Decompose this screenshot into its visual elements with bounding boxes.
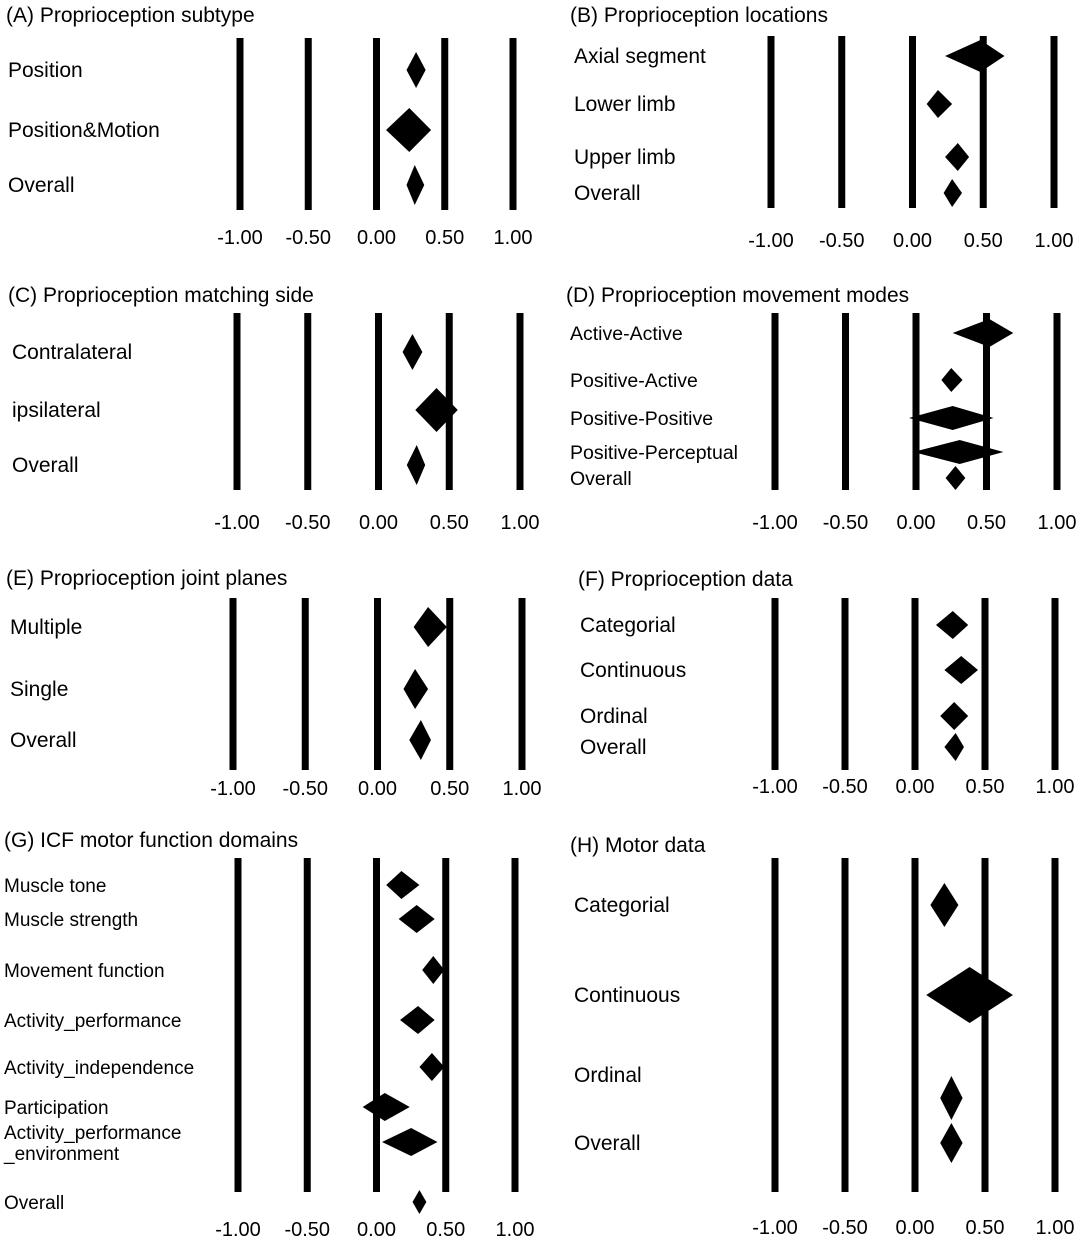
tick-label: -1.00 bbox=[752, 1217, 798, 1239]
row-label: Overall bbox=[12, 454, 79, 477]
effect-diamond bbox=[407, 445, 425, 485]
row-label: Activity_independence bbox=[4, 1058, 195, 1079]
row-label: Position&Motion bbox=[8, 119, 160, 142]
forest-panel-3 bbox=[8, 284, 539, 534]
row-label: Movement function bbox=[4, 961, 165, 982]
effect-diamond bbox=[409, 720, 431, 760]
row-label: Continuous bbox=[580, 659, 687, 682]
tick-label: -1.00 bbox=[748, 230, 794, 252]
panel-title: (E) Proprioception joint planes bbox=[6, 567, 288, 590]
panel-title: (G) ICF motor function domains bbox=[4, 829, 299, 852]
effect-diamond bbox=[945, 40, 1004, 72]
row-label: Positive-Perceptual bbox=[570, 442, 738, 464]
tick-label: 0.50 bbox=[967, 512, 1006, 534]
effect-diamond bbox=[386, 871, 419, 899]
row-label: Position bbox=[8, 59, 83, 82]
panel-title: (H) Motor data bbox=[570, 834, 706, 857]
effect-diamond bbox=[407, 52, 426, 88]
forest-panel-5 bbox=[6, 567, 541, 800]
forest-panel-7 bbox=[3, 829, 534, 1241]
row-label: Ordinal bbox=[574, 1064, 642, 1087]
tick-label: 1.00 bbox=[500, 512, 540, 534]
effect-diamond bbox=[941, 368, 962, 392]
tick-label: 0.50 bbox=[426, 1219, 466, 1241]
tick-label: -1.00 bbox=[215, 1219, 261, 1241]
tick-label: -1.00 bbox=[214, 512, 260, 534]
tick-label: 0.50 bbox=[963, 230, 1003, 252]
row-label: Overall bbox=[580, 736, 647, 759]
forest-panel-6 bbox=[578, 568, 1074, 798]
tick-label: 0.00 bbox=[357, 227, 396, 249]
row-label: ipsilateral bbox=[12, 399, 101, 422]
effect-diamond bbox=[944, 179, 962, 207]
tick-label: -0.50 bbox=[822, 512, 869, 534]
row-label: Lower limb bbox=[574, 93, 676, 116]
effect-diamond bbox=[403, 334, 423, 370]
forest-panel-2 bbox=[570, 4, 1073, 252]
tick-label: -1.00 bbox=[752, 776, 798, 798]
effect-diamond bbox=[946, 466, 966, 490]
row-label: Participation bbox=[4, 1098, 109, 1119]
row-label: Axial segment bbox=[574, 45, 706, 68]
tick-label: -0.50 bbox=[822, 1217, 868, 1239]
row-label: Categorial bbox=[574, 894, 670, 917]
row-label: Single bbox=[10, 678, 69, 701]
row-label: Overall bbox=[10, 729, 77, 752]
forest-panel-8 bbox=[570, 834, 1074, 1239]
effect-diamond bbox=[945, 143, 969, 171]
row-label: Continuous bbox=[574, 984, 681, 1007]
tick-label: 1.00 bbox=[1035, 1217, 1075, 1239]
panel-title: (D) Proprioception movement modes bbox=[566, 284, 910, 307]
tick-label: 0.00 bbox=[893, 230, 932, 252]
tick-label: 0.50 bbox=[425, 227, 465, 249]
tick-label: -0.50 bbox=[285, 227, 332, 249]
panel-title: (C) Proprioception matching side bbox=[8, 284, 314, 307]
effect-diamond bbox=[944, 656, 978, 684]
row-label: Overall bbox=[8, 174, 75, 197]
effect-diamond bbox=[404, 669, 429, 709]
forest-panel-1 bbox=[6, 4, 532, 249]
tick-label: -1.00 bbox=[752, 512, 798, 534]
effect-diamond bbox=[399, 905, 435, 933]
tick-label: 1.00 bbox=[1037, 512, 1077, 534]
effect-diamond bbox=[940, 1123, 962, 1163]
tick-label: 0.00 bbox=[359, 512, 398, 534]
panel-title: (B) Proprioception locations bbox=[570, 4, 828, 27]
tick-label: 0.00 bbox=[358, 778, 397, 800]
tick-label: 1.00 bbox=[502, 778, 542, 800]
tick-label: -1.00 bbox=[210, 778, 256, 800]
row-label: Overall bbox=[4, 1193, 65, 1214]
tick-label: -0.50 bbox=[284, 1219, 331, 1241]
effect-diamond bbox=[407, 165, 425, 205]
row-label: Positive-Positive bbox=[570, 408, 714, 430]
effect-diamond bbox=[909, 406, 994, 430]
tick-label: 1.00 bbox=[495, 1219, 535, 1241]
effect-diamond bbox=[953, 319, 1014, 347]
effect-diamond bbox=[927, 90, 952, 118]
row-label: Positive-Active bbox=[570, 370, 698, 392]
effect-diamond bbox=[386, 108, 431, 152]
row-label: Overall bbox=[570, 468, 632, 490]
row-label: Ordinal bbox=[580, 705, 648, 728]
tick-label: 1.00 bbox=[1035, 776, 1075, 798]
effect-diamond bbox=[940, 702, 968, 730]
row-label: Upper limb bbox=[574, 146, 676, 169]
effect-diamond bbox=[926, 967, 1013, 1023]
tick-label: -0.50 bbox=[284, 512, 331, 534]
effect-diamond bbox=[363, 1093, 410, 1121]
effect-diamond bbox=[936, 611, 968, 639]
effect-diamond bbox=[413, 1190, 427, 1214]
effect-diamond bbox=[944, 733, 964, 761]
row-label: Active-Active bbox=[570, 323, 683, 345]
tick-label: -0.50 bbox=[822, 776, 868, 798]
row-label: Muscle tone bbox=[4, 876, 107, 897]
tick-label: 0.00 bbox=[895, 1217, 935, 1239]
tick-label: 0.50 bbox=[965, 776, 1005, 798]
tick-label: 0.50 bbox=[429, 512, 469, 534]
tick-label: 0.50 bbox=[430, 778, 470, 800]
row-label: Categorial bbox=[580, 614, 676, 637]
tick-label: 0.50 bbox=[965, 1217, 1005, 1239]
tick-label: -0.50 bbox=[282, 778, 329, 800]
tick-label: 0.00 bbox=[896, 512, 936, 534]
effect-diamond bbox=[382, 1128, 437, 1156]
effect-diamond bbox=[414, 607, 447, 647]
tick-label: 0.00 bbox=[895, 776, 935, 798]
row-label: Multiple bbox=[10, 616, 83, 639]
tick-label: -1.00 bbox=[217, 227, 263, 249]
row-label: Activity_performance _environment bbox=[4, 1123, 182, 1165]
tick-label: 1.00 bbox=[493, 227, 533, 249]
row-label: Overall bbox=[574, 1132, 641, 1155]
tick-label: 0.00 bbox=[357, 1219, 396, 1241]
tick-label: 1.00 bbox=[1034, 230, 1074, 252]
effect-diamond bbox=[422, 956, 444, 984]
row-label: Overall bbox=[574, 182, 641, 205]
effect-diamond bbox=[930, 883, 958, 927]
effect-diamond bbox=[940, 1076, 962, 1120]
effect-diamond bbox=[400, 1006, 435, 1034]
effect-diamond bbox=[419, 1053, 444, 1081]
row-label: Muscle strength bbox=[4, 910, 139, 931]
panel-title: (F) Proprioception data bbox=[578, 568, 793, 591]
tick-label: -0.50 bbox=[818, 230, 865, 252]
panel-title: (A) Proprioception subtype bbox=[6, 4, 255, 27]
row-label: Contralateral bbox=[12, 341, 133, 364]
row-label: Activity_performance bbox=[4, 1011, 182, 1032]
forest-panel-4 bbox=[566, 284, 1076, 534]
